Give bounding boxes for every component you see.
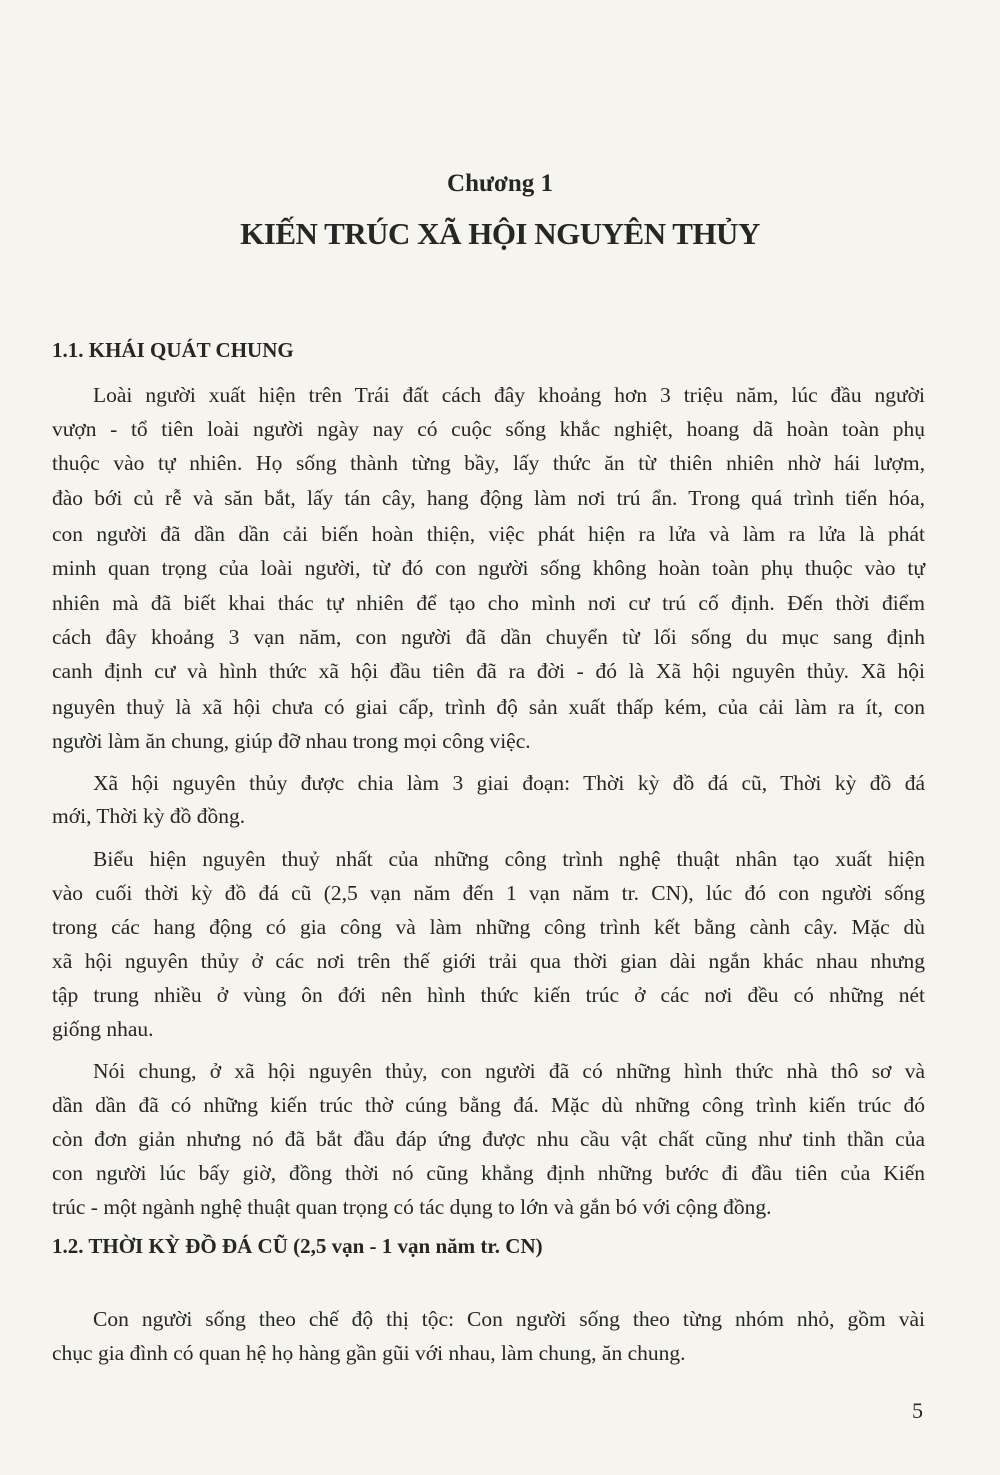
section-heading-1-2: 1.2. THỜI KỲ ĐỒ ĐÁ CŨ (2,5 vạn - 1 vạn năm tr. CN) bbox=[52, 1234, 543, 1258]
chapter-label: Chương 1 bbox=[447, 170, 553, 197]
paragraph-line: dần dần đã có những kiến trúc thờ cúng bằng đá. Mặc dù những công trình kiến trúc đó bbox=[52, 1093, 925, 1117]
paragraph-line: thuộc vào tự nhiên. Họ sống thành từng bầy, lấy thức ăn từ thiên nhiên nhờ hái lượm, bbox=[52, 451, 925, 475]
paragraph-line: Loài người xuất hiện trên Trái đất cách đây khoảng hơn 3 triệu năm, lúc đầu người bbox=[93, 383, 925, 407]
paragraph-line: Con người sống theo chế độ thị tộc: Con người sống theo từng nhóm nhỏ, gồm vài bbox=[93, 1307, 925, 1331]
paragraph-line: vượn - tổ tiên loài người ngày nay có cuộc sống khắc nghiệt, hoang dã hoàn toàn phụ bbox=[52, 417, 925, 441]
paragraph-line: chục gia đình có quan hệ họ hàng gần gũi với nhau, làm chung, ăn chung. bbox=[52, 1341, 686, 1365]
paragraph-line: nhiên mà đã biết khai thác tự nhiên để tạo cho mình nơi cư trú cố định. Đến thời điểm bbox=[52, 591, 925, 615]
paragraph-line: trúc - một ngành nghệ thuật quan trọng có tác dụng to lớn và gắn bó với cộng đồng. bbox=[52, 1195, 772, 1219]
paragraph-line: con người đã dần dần cải biến hoàn thiện, việc phát hiện ra lửa và làm ra lửa là phát bbox=[52, 522, 925, 546]
paragraph-line: Xã hội nguyên thủy được chia làm 3 giai đoạn: Thời kỳ đồ đá cũ, Thời kỳ đồ đá bbox=[93, 771, 925, 795]
paragraph-line: giống nhau. bbox=[52, 1017, 154, 1041]
chapter-title: KIẾN TRÚC XÃ HỘI NGUYÊN THỦY bbox=[240, 216, 760, 251]
paragraph-line: xã hội nguyên thủy ở các nơi trên thế giới trải qua thời gian dài ngắn khác nhau nhưng bbox=[52, 949, 925, 973]
paragraph-line: con người lúc bấy giờ, đồng thời nó cũng khẳng định những bước đi đầu tiên của Kiến bbox=[52, 1161, 925, 1185]
paragraph-line: nguyên thuỷ là xã hội chưa có giai cấp, trình độ sản xuất thấp kém, của cải làm ra ít, con bbox=[52, 695, 925, 719]
section-heading-1-1: 1.1. KHÁI QUÁT CHUNG bbox=[52, 338, 294, 362]
paragraph-line: vào cuối thời kỳ đồ đá cũ (2,5 vạn năm đến 1 vạn năm tr. CN), lúc đó con người sống bbox=[52, 881, 925, 905]
paragraph-line: trong các hang động có gia công và làm những công trình kết bằng cành cây. Mặc dù bbox=[52, 915, 925, 939]
paragraph-line: Nói chung, ở xã hội nguyên thủy, con người đã có những hình thức nhà thô sơ và bbox=[93, 1059, 925, 1083]
paragraph-line: đào bới củ rễ và săn bắt, lấy tán cây, hang động làm nơi trú ẩn. Trong quá trình tiến hóa, bbox=[52, 486, 925, 510]
page-number: 5 bbox=[912, 1398, 923, 1423]
paragraph-line: canh định cư và hình thức xã hội đầu tiên đã ra đời - đó là Xã hội nguyên thủy. Xã hội bbox=[52, 659, 925, 683]
paragraph-line: còn đơn giản nhưng nó đã bắt đầu đáp ứng được nhu cầu vật chất cũng như tinh thần của bbox=[52, 1127, 925, 1151]
paragraph-line: Biểu hiện nguyên thuỷ nhất của những công trình nghệ thuật nhân tạo xuất hiện bbox=[93, 847, 925, 871]
paragraph-line: người làm ăn chung, giúp đỡ nhau trong mọi công việc. bbox=[52, 729, 531, 753]
paragraph-line: minh quan trọng của loài người, từ đó con người sống không hoàn toàn phụ thuộc vào tự bbox=[52, 556, 925, 580]
paragraph-line: cách đây khoảng 3 vạn năm, con người đã dần chuyển từ lối sống du mục sang định bbox=[52, 625, 925, 649]
paragraph-line: mới, Thời kỳ đồ đồng. bbox=[52, 804, 246, 828]
paragraph-line: tập trung nhiều ở vùng ôn đới nên hình thức kiến trúc ở các nơi đều có những nét bbox=[52, 983, 925, 1007]
